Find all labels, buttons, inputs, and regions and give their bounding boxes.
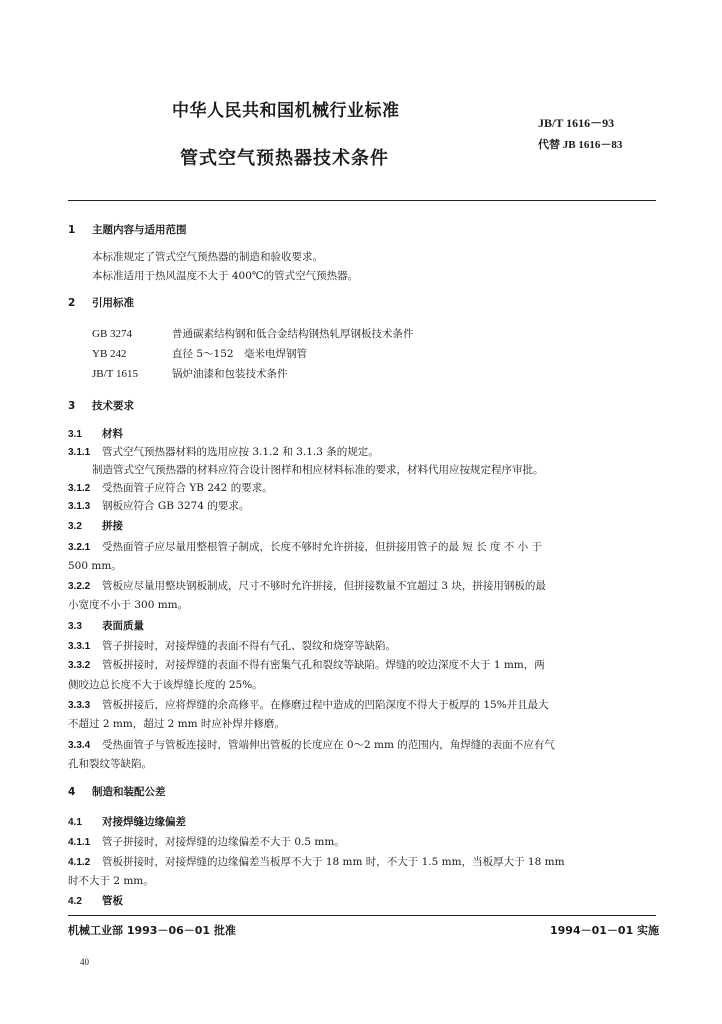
subsection-heading	[68, 816, 658, 829]
clause-number: 3.3.1	[68, 641, 91, 652]
section-title: 引用标准	[92, 297, 134, 309]
clause	[68, 482, 658, 495]
clause-text: 受热面管子应尽量用整根管子制成，长度不够时允许拼接，但拼接用管子的最 短 长 度 不 小 于	[102, 541, 543, 553]
section-4-heading	[68, 786, 658, 799]
clause-continuation: 时不大于 2 mm。	[68, 875, 154, 887]
reference-code: JB/T 1615	[92, 368, 138, 380]
subsection-number: 3.2	[68, 521, 82, 532]
clause-continuation: 小宽度不小于 300 mm。	[68, 599, 189, 611]
clause-continuation: 500 mm。	[68, 560, 122, 572]
reference-item	[92, 328, 682, 341]
clause-number: 3.1.2	[68, 483, 91, 494]
reference-item	[92, 348, 682, 361]
replaces-code: 代替 JB 1616－83	[538, 139, 623, 151]
clause-text: 受热面管子应符合 YB 242 的要求。	[102, 482, 273, 494]
clause	[68, 580, 658, 593]
section-title: 主题内容与适用范围	[92, 224, 187, 236]
subsection-title: 表面质量	[102, 620, 144, 632]
page-number: 40	[80, 957, 89, 967]
clause	[68, 856, 658, 869]
clause-text: 管板拼接后，应将焊缝的余高修平。在修磨过程中造成的凹陷深度不得大于板厚的 15%并且最大	[102, 699, 549, 711]
clause	[68, 541, 658, 554]
clause	[68, 446, 658, 459]
clause-text: 管板应尽量用整块钢板制成，尺寸不够时允许拼接，但拼接数量不宜超过 3 块，拼接用钢板的最	[102, 580, 546, 592]
clause-number: 3.3.3	[68, 700, 91, 711]
section-number: 3	[68, 400, 76, 412]
clause	[68, 836, 658, 849]
standard-org-title: 中华人民共和国机械行业标准	[172, 101, 400, 121]
implementation-date: 1994－01－01 实施	[550, 924, 660, 937]
clause-text: 管子拼接时，对接焊缝的边缘偏差不大于 0.5 mm。	[102, 836, 345, 848]
clause-number: 3.3.4	[68, 740, 91, 751]
subsection-heading	[68, 895, 658, 908]
section-number: 4	[68, 786, 76, 798]
subsection-heading	[68, 428, 658, 441]
clause	[68, 659, 658, 672]
clause-text: 受热面管子与管板连接时，管端伸出管板的长度应在 0～2 mm 的范围内，角焊缝的表面不应有气	[102, 739, 555, 751]
section-1-paragraph: 本标准规定了管式空气预热器的制造和验收要求。	[92, 251, 323, 263]
clause-text: 管板拼接时，对接焊缝的边缘偏差当板厚不大于 18 mm 时，不大于 1.5 mm，当板厚大于 18 mm	[102, 856, 565, 868]
clause-text: 钢板应符合 GB 3274 的要求。	[102, 500, 250, 512]
clause-paragraph: 制造管式空气预热器的材料应符合设计图样和相应材料标准的要求，材料代用应按规定程序审批。	[92, 464, 544, 476]
section-1-heading	[68, 224, 658, 237]
subsection-number: 3.1	[68, 429, 82, 440]
standard-code: JB/T 1616－93	[538, 116, 615, 130]
clause-number: 4.1.2	[68, 857, 91, 868]
clause-number: 3.3.2	[68, 660, 91, 671]
clause	[68, 699, 658, 712]
clause-text: 管板拼接时，对接焊缝的表面不得有密集气孔和裂纹等缺陷。焊缝的咬边深度不大于 1 mm，两	[102, 659, 545, 671]
subsection-title: 对接焊缝边缘偏差	[102, 816, 186, 828]
clause	[68, 739, 658, 752]
footer-divider	[68, 915, 656, 916]
clause-continuation: 不超过 2 mm，超过 2 mm 时应补焊并修磨。	[68, 718, 285, 730]
subsection-number: 3.3	[68, 621, 82, 632]
document-title: 管式空气预热器技术条件	[180, 148, 389, 169]
subsection-title: 管板	[102, 895, 123, 907]
clause-number: 3.2.1	[68, 542, 91, 553]
section-3-heading	[68, 400, 658, 413]
section-2-heading	[68, 297, 658, 310]
subsection-number: 4.2	[68, 896, 82, 907]
clause-number: 3.2.2	[68, 581, 91, 592]
reference-item	[92, 368, 682, 381]
section-title: 制造和装配公差	[92, 786, 166, 798]
section-title: 技术要求	[92, 400, 134, 412]
subsection-heading	[68, 520, 658, 533]
reference-code: GB 3274	[92, 328, 133, 340]
section-number: 2	[68, 297, 76, 309]
reference-title: 锅炉油漆和包装技术条件	[172, 368, 288, 380]
clause	[68, 640, 658, 653]
subsection-title: 材料	[102, 428, 123, 440]
reference-code: YB 242	[92, 348, 127, 360]
clause-number: 3.1.3	[68, 501, 91, 512]
approval-date: 机械工业部 1993－06－01 批准	[68, 924, 236, 937]
clause-text: 管式空气预热器材料的选用应按 3.1.2 和 3.1.3 条的规定。	[102, 446, 379, 458]
subsection-heading	[68, 620, 658, 633]
subsection-title: 拼接	[102, 520, 123, 532]
reference-title: 普通碳素结构钢和低合金结构钢热轧厚钢板技术条件	[172, 328, 414, 340]
section-1-paragraph: 本标准适用于热风温度不大于 400℃的管式空气预热器。	[92, 270, 359, 282]
reference-title: 直径 5～152 毫米电焊钢管	[172, 348, 308, 360]
clause-continuation: 孔和裂纹等缺陷。	[68, 758, 152, 770]
clause-continuation: 侧咬边总长度不大于该焊缝长度的 25%。	[68, 679, 263, 691]
section-number: 1	[68, 224, 76, 236]
subsection-number: 4.1	[68, 817, 82, 828]
header-divider	[68, 200, 656, 201]
clause-text: 管子拼接时，对接焊缝的表面不得有气孔、裂纹和烧穿等缺陷。	[102, 640, 396, 652]
clause-number: 4.1.1	[68, 837, 91, 848]
clause	[68, 500, 658, 513]
clause-number: 3.1.1	[68, 447, 91, 458]
